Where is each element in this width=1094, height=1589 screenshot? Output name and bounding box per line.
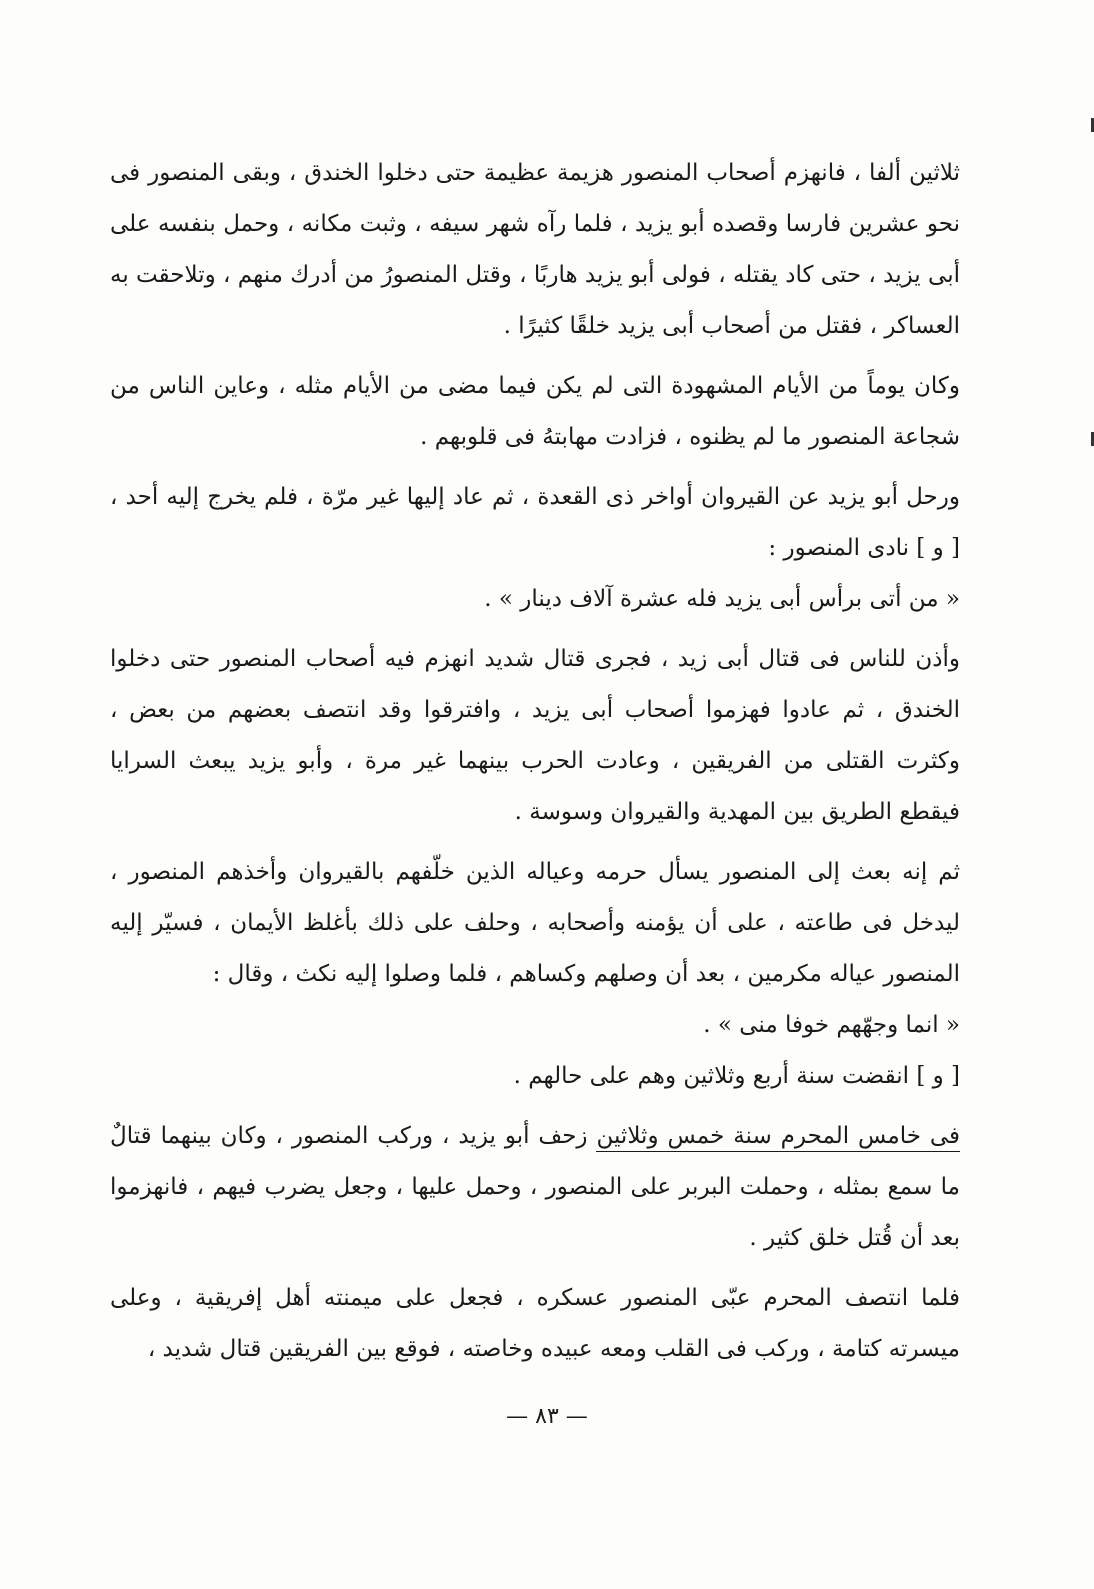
- quote-fear: « انما وجهّهم خوفا منى » .: [703, 1012, 960, 1038]
- paragraph-6: [ و ] انقضت سنة أربع وثلاثين وهم على حالهم .: [513, 1063, 960, 1089]
- page-body: [110, 148, 960, 1375]
- paragraph-3: ورحل أبو يزيد عن القيروان أواخر ذى القعدة ، ثم عاد إليها غير مرّة ، فلم يخرج إليه أحد ، [ و ] نادى المنصور :: [110, 484, 960, 561]
- paragraph-5: ثم إنه بعث إلى المنصور يسأل حرمه وعياله الذين خلّفهم بالقيروان وأخذهم المنصور ، ليدخل فى طاعته ، على أن يؤمنه وأصحابه ، وحلف على ذلك بأغلظ الأيمان ، فسيّر إليه المنصور عياله مكرمين ، بعد أن وصلهم وكساهم ، فلما وصلوا إليه نكث ، وقال :: [110, 859, 960, 987]
- paragraph-7-rest: زحف أبو يزيد ، وركب المنصور ، وكان بينهما قتالٌ ما سمع بمثله ، وحملت البربر على المنصور ، وحمل عليها ، وجعل يضرب فيهم ، فانهزموا بعد أن قُتل خلق كثير .: [110, 1123, 960, 1251]
- paragraph-2: وكان يوماً من الأيام المشهودة التى لم يكن فيما مضى من الأيام مثله ، وعاين الناس من شجاعة المنصور ما لم يظنوه ، فزادت مهابتهُ فى قلوبهم .: [110, 373, 960, 450]
- underlined-date-phrase: فى خامس المحرم سنة خمس وثلاثين: [596, 1123, 960, 1152]
- paragraph-8: فلما انتصف المحرم عبّى المنصور عسكره ، فجعل على ميمنته أهل إفريقية ، وعلى ميسرته كتامة ، وركب فى القلب ومعه عبيده وخاصته ، فوقع بين الفريقين قتال شديد ،: [110, 1285, 960, 1362]
- paragraph-1: ثلاثين ألفا ، فانهزم أصحاب المنصور هزيمة عظيمة حتى دخلوا الخندق ، وبقى المنصور فى نحو عشرين فارسا وقصده أبو يزيد ، فلما رآه شهر سيفه ، وثبت مكانه ، وحمل بنفسه على أبى يزيد ، حتى كاد يقتله ، فولى أبو يزيد هاربًا ، وقتل المنصورُ من أدرك منهم ، وتلاحقت به العساكر ، فقتل من أصحاب أبى يزيد خلقًا كثيرًا .: [110, 160, 960, 339]
- page-number: — ٨٣ —: [506, 1404, 588, 1429]
- quote-reward: « من أتى برأس أبى يزيد فله عشرة آلاف دينار » .: [484, 586, 960, 612]
- paragraph-7: [110, 1111, 960, 1264]
- paragraph-4: وأذن للناس فى قتال أبى زيد ، فجرى قتال شديد انهزم فيه أصحاب المنصور حتى دخلوا الخندق ، ثم عادوا فهزموا أصحاب أبى يزيد ، وافترقوا وقد انتصف بعضهم من بعض ، وكثرت القتلى من الفريقين ، وعادت الحرب بينهما غير مرة ، وأبو يزيد يبعث السرايا فيقطع الطريق بين المهدية والقيروان وسوسة .: [110, 646, 960, 825]
